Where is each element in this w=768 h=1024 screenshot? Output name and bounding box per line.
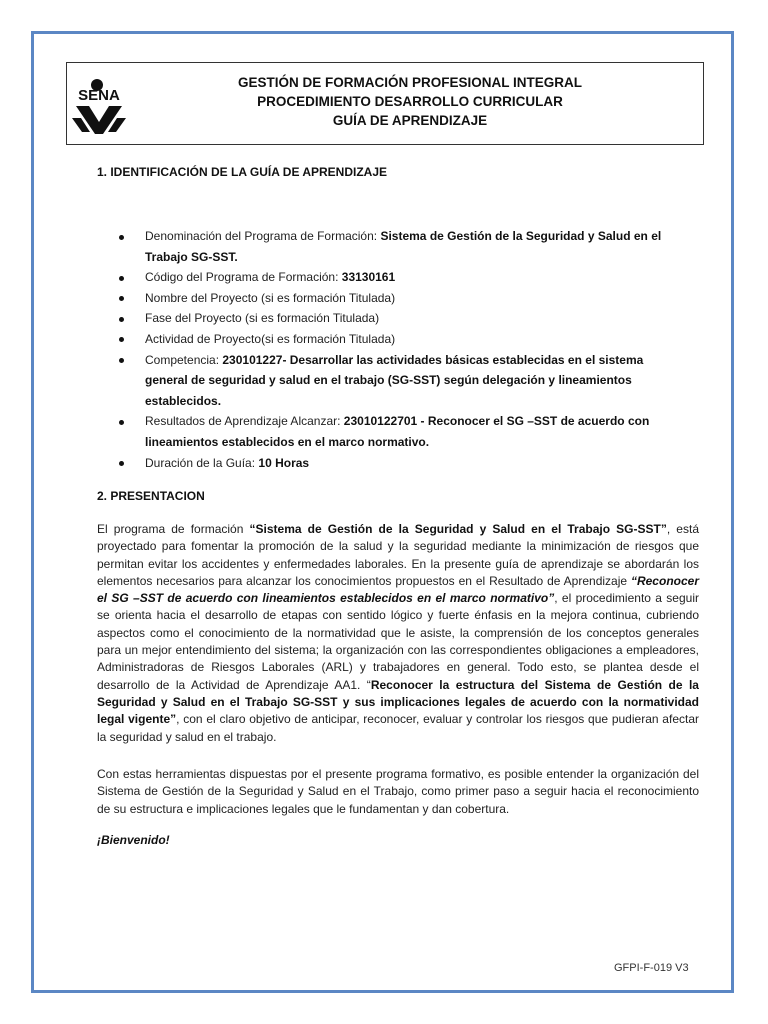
list-item: Resultados de Aprendizaje Alcanzar: 23010122701 - Reconocer el SG –SST de acuerdo con lineamientos establecidos en el marco normativo. [97,411,687,452]
welcome-text: ¡Bienvenido! [97,833,170,847]
presentation-paragraph-2: Con estas herramientas dispuestas por el presente programa formativo, es posible entender la organización del Sistema de Gestión de la Seguridad y Salud en el Trabajo, como primer paso a seguir hacia el reconocimiento de su estructura e implicaciones legales que le fundamentan y dan cobertura. [97,767,699,816]
list-item: Denominación del Programa de Formación: Sistema de Gestión de la Seguridad y Salud en el Trabajo SG-SST. [97,226,687,267]
list-item: Fase del Proyecto (si es formación Titulada) [97,308,687,329]
sena-logo-text: SENA [78,87,120,104]
header-line-3: GUÍA DE APRENDIZAJE [332,113,488,128]
list-item: Actividad de Proyecto(si es formación Titulada) [97,329,687,350]
list-item: Competencia: 230101227- Desarrollar las actividades básicas establecidas en el sistema general de seguridad y salud en el trabajo (SG-SST) según delegación y lineamientos establecidos. [97,350,687,412]
list-item: Duración de la Guía: 10 Horas [97,453,687,474]
identification-list [97,226,687,473]
list-item: Código del Programa de Formación: 33130161 [97,267,687,288]
header-titles [140,73,680,130]
section-1-title: 1. IDENTIFICACIÓN DE LA GUÍA DE APRENDIZAJE [97,165,388,179]
presentation-paragraph-1: El programa de formación “Sistema de Gestión de la Seguridad y Salud en el Trabajo SG-SST”, está proyectado para fomentar la promoción de la salud y la seguridad mediante la minimización de riesgos que permitan evitar los accidentes y enfermedades laborales. En la presente guía de aprendizaje se abordarán los elementos necesarios para alcanzar los conocimientos propuestos en el Resultado de Aprendizaje “Reconocer el SG –SST de acuerdo con lineamientos establecidos en el marco normativo”, el procedimiento a seguir se orienta hacia el desarrollo de etapas con sentido lógico y fuerte énfasis en la mejora continua, cubriendo aspectos como el conocimiento de la normatividad que le asiste, la comprensión de los conceptos generales para un mejor entendimiento del sistema; la organización con las correspondientes obligaciones a empleadores, Administradoras de Riesgos Laborales (ARL) y trabajadores en general. Todo esto, se plantea desde el desarrollo de la Actividad de Aprendizaje AA1. “Reconocer la estructura del Sistema de Gestión de la Seguridad y Salud en el Trabajo SG-SST y sus implicaciones legales de acuerdo con la normatividad legal vigente”, con el claro objetivo de anticipar, reconocer, evaluar y controlar los riesgos que pudieran afectar la seguridad y salud en el trabajo. [97,522,699,744]
sena-logo [70,78,130,140]
form-code: GFPI-F-019 V3 [614,962,689,974]
section-2-title: 2. PRESENTACION [97,489,205,503]
list-item: Nombre del Proyecto (si es formación Titulada) [97,288,687,309]
header-line-1: GESTIÓN DE FORMACIÓN PROFESIONAL INTEGRAL [237,75,582,90]
header-line-2: PROCEDIMIENTO DESARROLLO CURRICULAR [257,94,563,109]
